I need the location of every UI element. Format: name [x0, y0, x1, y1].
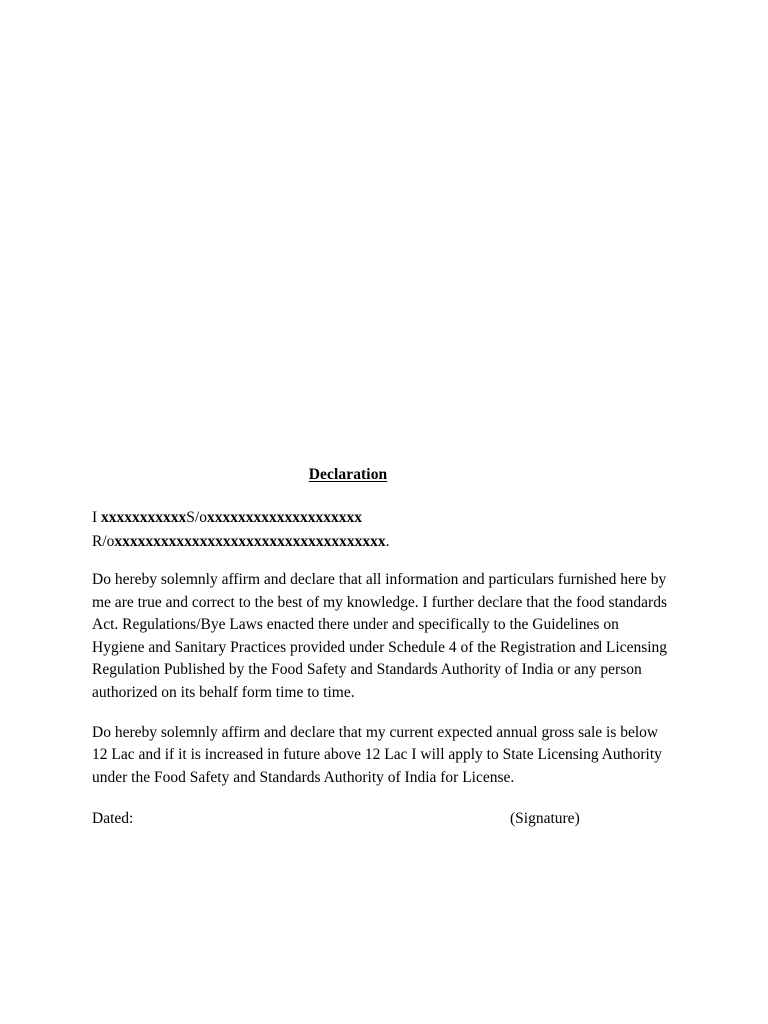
identity-block — [92, 506, 672, 553]
declaration-paragraph-turnover: Do hereby solemnly affirm and declare that my current expected annual gross sale is below 12 Lac and if it is increased in future above 12 Lac I will apply to State Licensing Authority under the Food Safety and Standards Authority of India for License. — [92, 723, 662, 786]
identity-line-address — [92, 530, 672, 554]
son-of-label: S/o — [186, 509, 207, 526]
dated-label: Dated: — [92, 810, 134, 828]
document-content — [92, 466, 672, 830]
self-prefix-label: I — [92, 509, 102, 526]
father-name-placeholder: xxxxxxxxxxxxxxxxxxxx — [206, 509, 362, 526]
declarant-name-placeholder: xxxxxxxxxxx — [101, 509, 187, 526]
signature-label: (Signature) — [510, 810, 580, 828]
signature-row — [92, 808, 672, 830]
identity-line-name — [92, 506, 672, 530]
address-placeholder: xxxxxxxxxxxxxxxxxxxxxxxxxxxxxxxxxxx — [114, 532, 386, 550]
resident-of-label: R/o — [92, 532, 115, 550]
declaration-paragraph-information: Do hereby solemnly affirm and declare that all information and particulars furnished here by me are true and correct to the best of my knowledge. I further declare that the food standards Act. Regulations/Bye Laws enacted there under and specifically to the Guidelines on Hygiene and Sanitary Practices provided under Schedule 4 of the Registration and Licensing Regulation Published by the Food Safety and Standards Authority of India or any person authorized on its behalf form time to time. — [92, 571, 668, 701]
page-title: Declaration — [308, 466, 388, 483]
address-terminator: . — [385, 532, 390, 550]
